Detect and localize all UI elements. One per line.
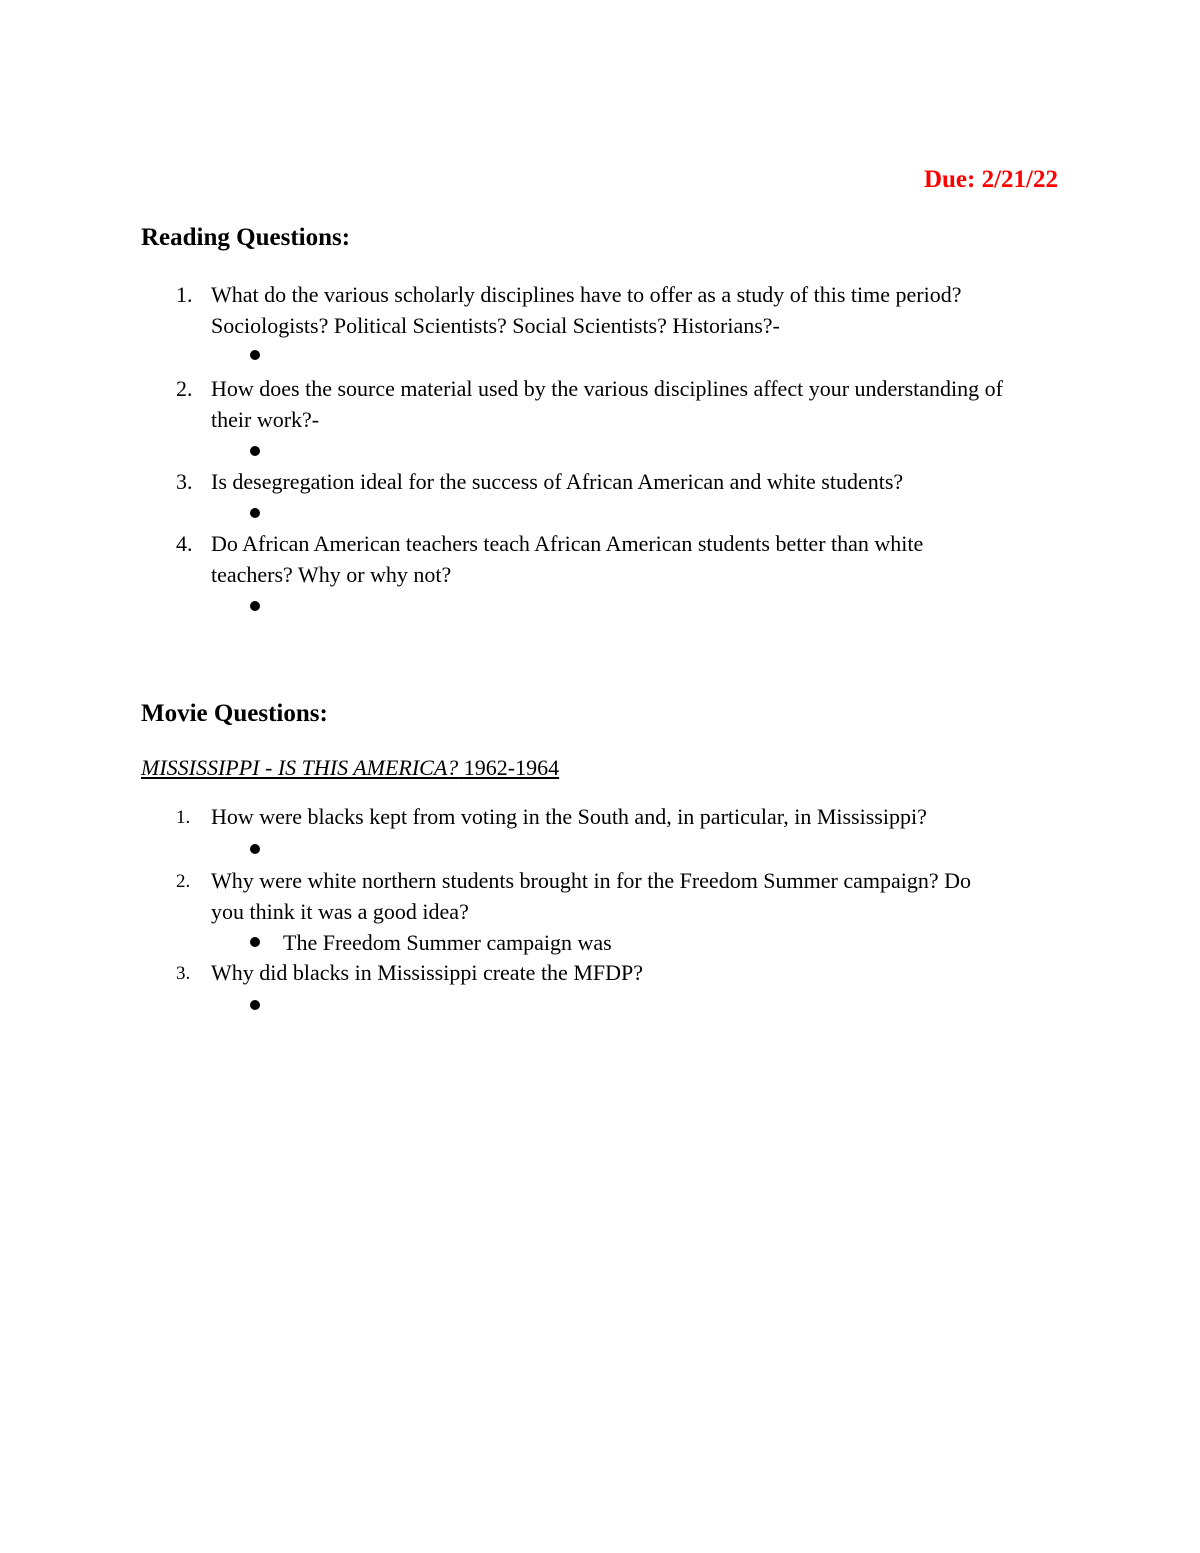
movie-question-1-line-1: How were blacks kept from voting in the South and, in particular, in Mississippi? — [211, 804, 927, 829]
movie-question-2-line-2: you think it was a good idea? — [211, 899, 469, 924]
movie-question-1-number: 1. — [176, 807, 191, 828]
reading-answer-4-bullet — [250, 601, 260, 611]
reading-question-1-line-1: What do the various scholarly disciplines have to offer as a study of this time period? — [211, 282, 962, 307]
film-title-name: MISSISSIPPI - IS THIS AMERICA? — [141, 755, 459, 780]
due-date: Due: 2/21/22 — [923, 166, 1058, 193]
reading-question-2-number: 2. — [176, 376, 193, 401]
film-title-years: 1962-1964 — [458, 755, 560, 780]
movie-question-3-number: 3. — [176, 963, 191, 984]
movie-question-2-number: 2. — [176, 871, 191, 892]
movie-answer-3-bullet — [250, 1000, 260, 1010]
reading-question-1-line-2: Sociologists? Political Scientists? Social Scientists? Historians?- — [211, 313, 780, 338]
reading-question-4-line-2: teachers? Why or why not? — [211, 562, 452, 587]
film-title — [141, 752, 559, 783]
movie-question-3-line-1: Why did blacks in Mississippi create the MFDP? — [211, 960, 644, 985]
reading-questions-heading: Reading Questions: — [141, 224, 351, 251]
reading-answer-3-bullet — [250, 508, 260, 518]
reading-question-2-line-2: their work?- — [211, 407, 320, 432]
reading-question-3-number: 3. — [176, 469, 193, 494]
reading-question-1-number: 1. — [176, 282, 193, 307]
movie-question-2-line-1: Why were white northern students brought in for the Freedom Summer campaign? Do — [211, 868, 972, 893]
reading-question-4-number: 4. — [176, 531, 193, 556]
reading-answer-2-bullet — [250, 446, 260, 456]
movie-answer-1-bullet — [250, 844, 260, 854]
reading-question-4-line-1: Do African American teachers teach African American students better than white — [211, 531, 924, 556]
reading-answer-1-bullet — [250, 350, 260, 360]
reading-question-2-line-1: How does the source material used by the various disciplines affect your understanding of — [211, 376, 1003, 401]
movie-answer-2-text[interactable]: The Freedom Summer campaign was — [283, 930, 612, 955]
movie-answer-2-bullet — [250, 937, 260, 947]
reading-question-3-line-1: Is desegregation ideal for the success of African American and white students? — [211, 469, 904, 494]
movie-questions-heading: Movie Questions: — [141, 700, 328, 727]
